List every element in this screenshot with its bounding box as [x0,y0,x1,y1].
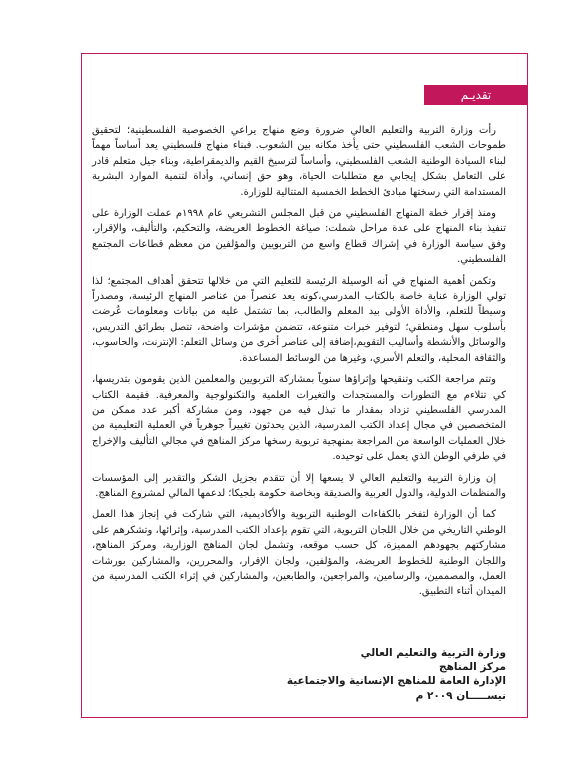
signature-department: الإدارة العامة للمناهج الإنسانية والاجتماعية [286,675,506,688]
signature-center: مركز المناهج [439,661,506,674]
paragraph: إن وزارة التربية والتعليم العالي لا يسعها إلا أن تتقدم بجزيل الشكر والتقدير إلى المؤسسات والمنظمات الدولية، والدول العربية والصديقة وبخاصة حكومة بلجيكا؛ لدعمها المالي لمشروع المناهج. [92,472,506,499]
paragraph: كما أن الوزارة لتفخر بالكفاءات الوطنية التربوية والأكاديمية، التي شاركت في إنجاز هذا العمل الوطني التاريخي من خلال اللجان التربوية، التي تقوم بإعداد الكتب المدرسية، وإثرائها، وتشكرهم على مشاركتهم بجهودهم المميزة، كل حسب موقعه، وتشمل لجان المناهج الوزارية، ومركز المناهج، واللجان الوطنية للخطوط العريضة، والمؤلفين، ولجان الإقرار، والمحررين، والمشاركين بورشات العمل، والمصممين، والرسامين، والمراجعين، والطابعين، والمشاركين في إثراء الكتب المدرسية من الميدان أثناء التطبيق. [92,509,506,598]
introduction-body [92,123,506,606]
paragraph: ومنذ إقرار خطة المنهاج الفلسطيني من قبل المجلس التشريعي عام ١٩٩٨م عملت الوزارة على تنفيذ بناء المنهاج على عدة مراحل شملت: صياغة الخطوط العريضة، والتحكيم، والتأليف، والإقرار، وفق سياسة الوزارة في إشراك قطاع واسع من التربويين والمؤلفين من معظم قطاعات المجتمع الفلسطيني. [92,208,506,266]
paragraph: وتتم مراجعة الكتب وتنقيحها وإثراؤها سنوياً بمشاركة التربويين والمعلمين الذين يقومون بتدريسها، كي تتلاءم مع التطورات والمستجدات والتغيرات العلمية والتكنولوجية والمعرفية. فقيمة الكتاب المدرسي الفلسطيني تزداد بمقدار ما تبذل فيه من جهود، ومن مشاركة أكبر عدد ممكن من المتخصصين في مجال إعداد الكتب المدرسية، الذين يحدثون تغييراً جوهرياً في العملية التعليمية من خلال العمليات الواسعة من المراجعة بمنهجية تربوية رسخها مركز المناهج في مجالي التأليف والإخراج في طرفي الوطن الذي يعمل على توحيده. [92,374,506,463]
signature-date: نيســـــان ٢٠٠٩ م [415,689,506,702]
paragraph: وتكمن أهمية المنهاج في أنه الوسيلة الرئيسة للتعليم التي من خلالها تتحقق أهداف المجتمع؛ لذا تولي الوزارة عناية خاصة بالكتاب المدرسي،كونه يعد عنصراً من عناصر المنهاج الرئيسة، ومصدراً وسيطاً للتعلم، والأداة الأولى بيد المعلم والطالب، بما تشتمل عليه من بيانات ومعلومات عُرضت بأسلوب سهل ومنطقي؛ لتوفير خبرات متنوعة، تتضمن مؤشرات واضحة، تتصل بطرائق التدريس، والوسائل والأنشطة وأساليب التقويم،إضافة إلى عناصر أخرى من وسائل التعلم: الإنترنت، والحاسوب، والثقافة المحلية، والتعلم الأسري، وغيرها من الوسائط المساعدة. [92,275,506,364]
signature-block [200,646,506,703]
page-title: تقديـم [424,85,528,105]
signature-ministry: وزارة التربية والتعليم العالي [360,647,506,659]
paragraph: رأت وزارة التربية والتعليم العالي ضرورة وضع منهاج يراعي الخصوصية الفلسطينية؛ لتحقيق طموحات الشعب الفلسطيني حتى يأخذ مكانه بين الشعوب. فبناء منهاج فلسطيني يعد أساساً مهماً لبناء السيادة الوطنية الشعب الفلسطيني، وأساساً لترسيخ القيم والديمقراطية، وبناء جيل متعلم قادر على التعامل بشكل إيجابي مع متطلبات الحياة، وهو حق إنساني، وأداة لتنمية الموارد البشرية المستدامة التي رسختها مبادئ الخطط الخمسية المتتالية للوزارة. [92,125,506,198]
